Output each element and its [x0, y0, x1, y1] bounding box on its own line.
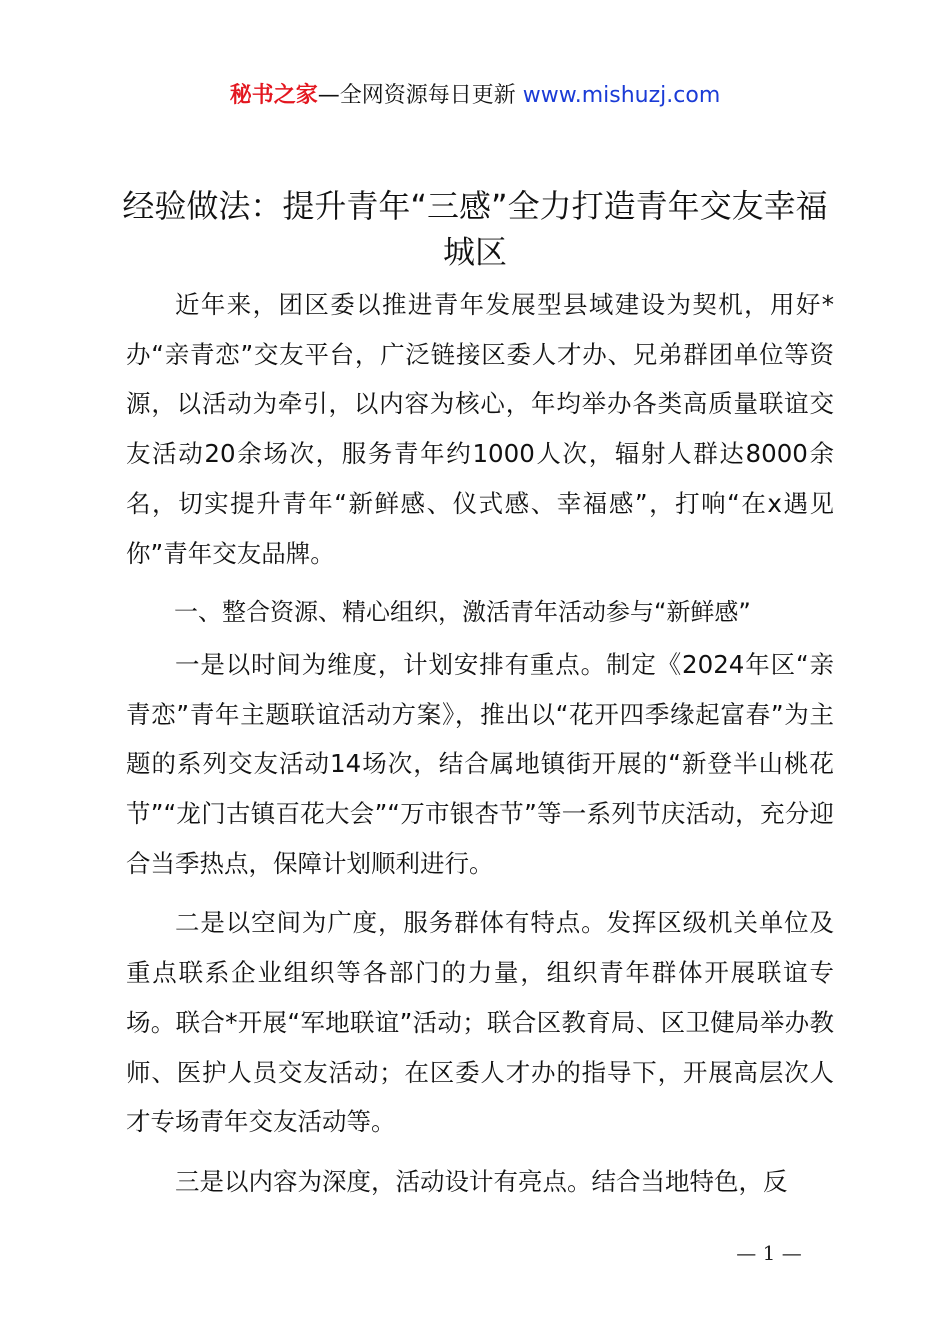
body-paragraph: 一是以时间为维度，计划安排有重点。制定《2024年区“亲青恋”青年主题联谊活动方案》，推出以“花开四季缘起富春”为主题的系列交友活动14场次，结合属地镇街开展的“新登半山桃花节”“龙门古镇百花大会”“万市银杏节”等一系列节庆活动，充分迎合当季热点，保障计划顺利进行。: [126, 649, 834, 878]
brand-name: 秘书之家: [229, 83, 318, 108]
intro-paragraph: 近年来，团区委以推进青年发展型县域建设为契机，用好*办“亲青恋”交友平台，广泛链接区委人才办、兄弟群团单位等资源，以活动为牵引，以内容为核心，年均举办各类高质量联谊交友活动20余场次，服务青年约1000人次，辐射人群达8000余名，切实提升青年“新鲜感、仪式感、幸福感”，打响“在x遇见你”青年交友品牌。: [126, 290, 834, 568]
page-number: — 1 —: [736, 1241, 802, 1265]
header-tagline: —全网资源每日更新: [317, 83, 523, 108]
body-paragraph: 二是以空间为广度，服务群体有特点。发挥区级机关单位及重点联系企业组织等各部门的力量，组织青年群体开展联谊专场。联合*开展“军地联谊”活动；联合区教育局、区卫健局举办教师、医护人员交友活动；在区委人才办的指导下，开展高层次人才专场青年交友活动等。: [126, 908, 834, 1137]
body-paragraph: 三是以内容为深度，活动设计有亮点。结合当地特色，反: [175, 1166, 788, 1196]
document-body: [126, 280, 834, 1207]
site-url-link[interactable]: www.mishuzj.com: [522, 83, 721, 108]
document-title: 经验做法：提升青年“三感”全力打造青年交友幸福城区: [122, 187, 828, 271]
section-heading: 一、整合资源、精心组织，激活青年活动参与“新鲜感”: [174, 598, 751, 627]
site-header: [0, 80, 950, 112]
